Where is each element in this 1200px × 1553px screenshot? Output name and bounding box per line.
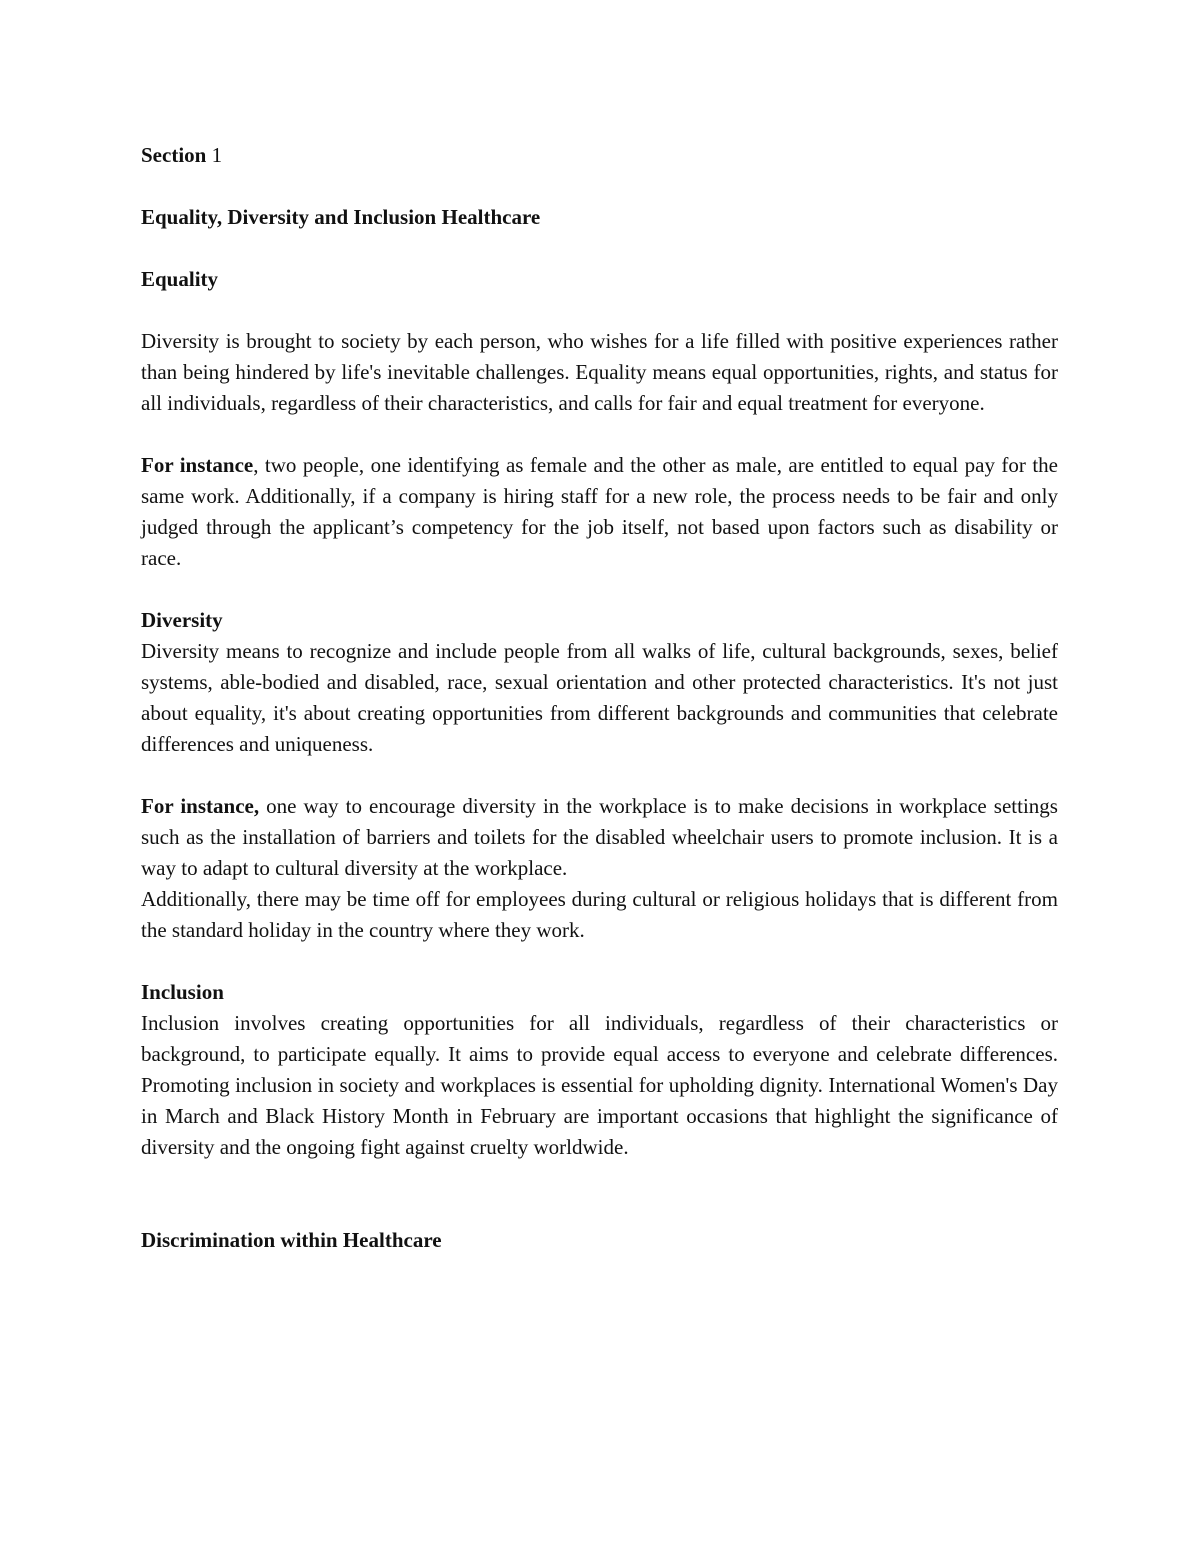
section-label: Section [141,143,207,167]
equality-example-paragraph [141,450,1058,574]
document-body [141,140,1058,1256]
diversity-additional-paragraph: Additionally, there may be time off for employees during cultural or religious holidays that is different from the standard holiday in the country where they work. [141,887,1058,942]
diversity-paragraph: Diversity means to recognize and include people from all walks of life, cultural backgrounds, sexes, belief systems, able-bodied and disabled, race, sexual orientation and other protected characteristics. It's not just about equality, it's about creating opportunities from different backgrounds and communities that celebrate differences and uniqueness. [141,639,1058,756]
equality-example-text: , two people, one identifying as female and the other as male, are entitled to equal pay for the same work. Additionally, if a company is hiring staff for a new role, the process needs to be fair and only judged through the applicant’s competency for the job itself, not based upon factors such as disability or race. [141,453,1058,570]
diversity-example-text: one way to encourage diversity in the workplace is to make decisions in workplace settings such as the installation of barriers and toilets for the disabled wheelchair users to promote inclusion. It is a way to adapt to cultural diversity at the workplace. [141,794,1058,880]
diversity-heading: Diversity [141,608,223,632]
diversity-example-lead: For instance, [141,794,260,818]
section-heading [141,140,1058,171]
equality-heading: Equality [141,267,219,291]
inclusion-heading: Inclusion [141,980,224,1004]
diversity-example-paragraph [141,791,1058,884]
section-number: 1 [211,143,223,167]
document-title: Equality, Diversity and Inclusion Healthcare [141,205,541,229]
inclusion-paragraph: Inclusion involves creating opportunities for all individuals, regardless of their characteristics or background, to participate equally. It aims to provide equal access to everyone and celebrate differences. Promoting inclusion in society and workplaces is essential for upholding dignity. International Women's Day in March and Black History Month in February are important occasions that highlight the significance of diversity and the ongoing fight against cruelty worldwide. [141,1011,1058,1159]
equality-paragraph: Diversity is brought to society by each person, who wishes for a life filled with positive experiences rather than being hindered by life's inevitable challenges. Equality means equal opportunities, rights, and status for all individuals, regardless of their characteristics, and calls for fair and equal treatment for everyone. [141,329,1058,415]
discrimination-heading: Discrimination within Healthcare [141,1228,442,1252]
equality-example-lead: For instance [141,453,254,477]
